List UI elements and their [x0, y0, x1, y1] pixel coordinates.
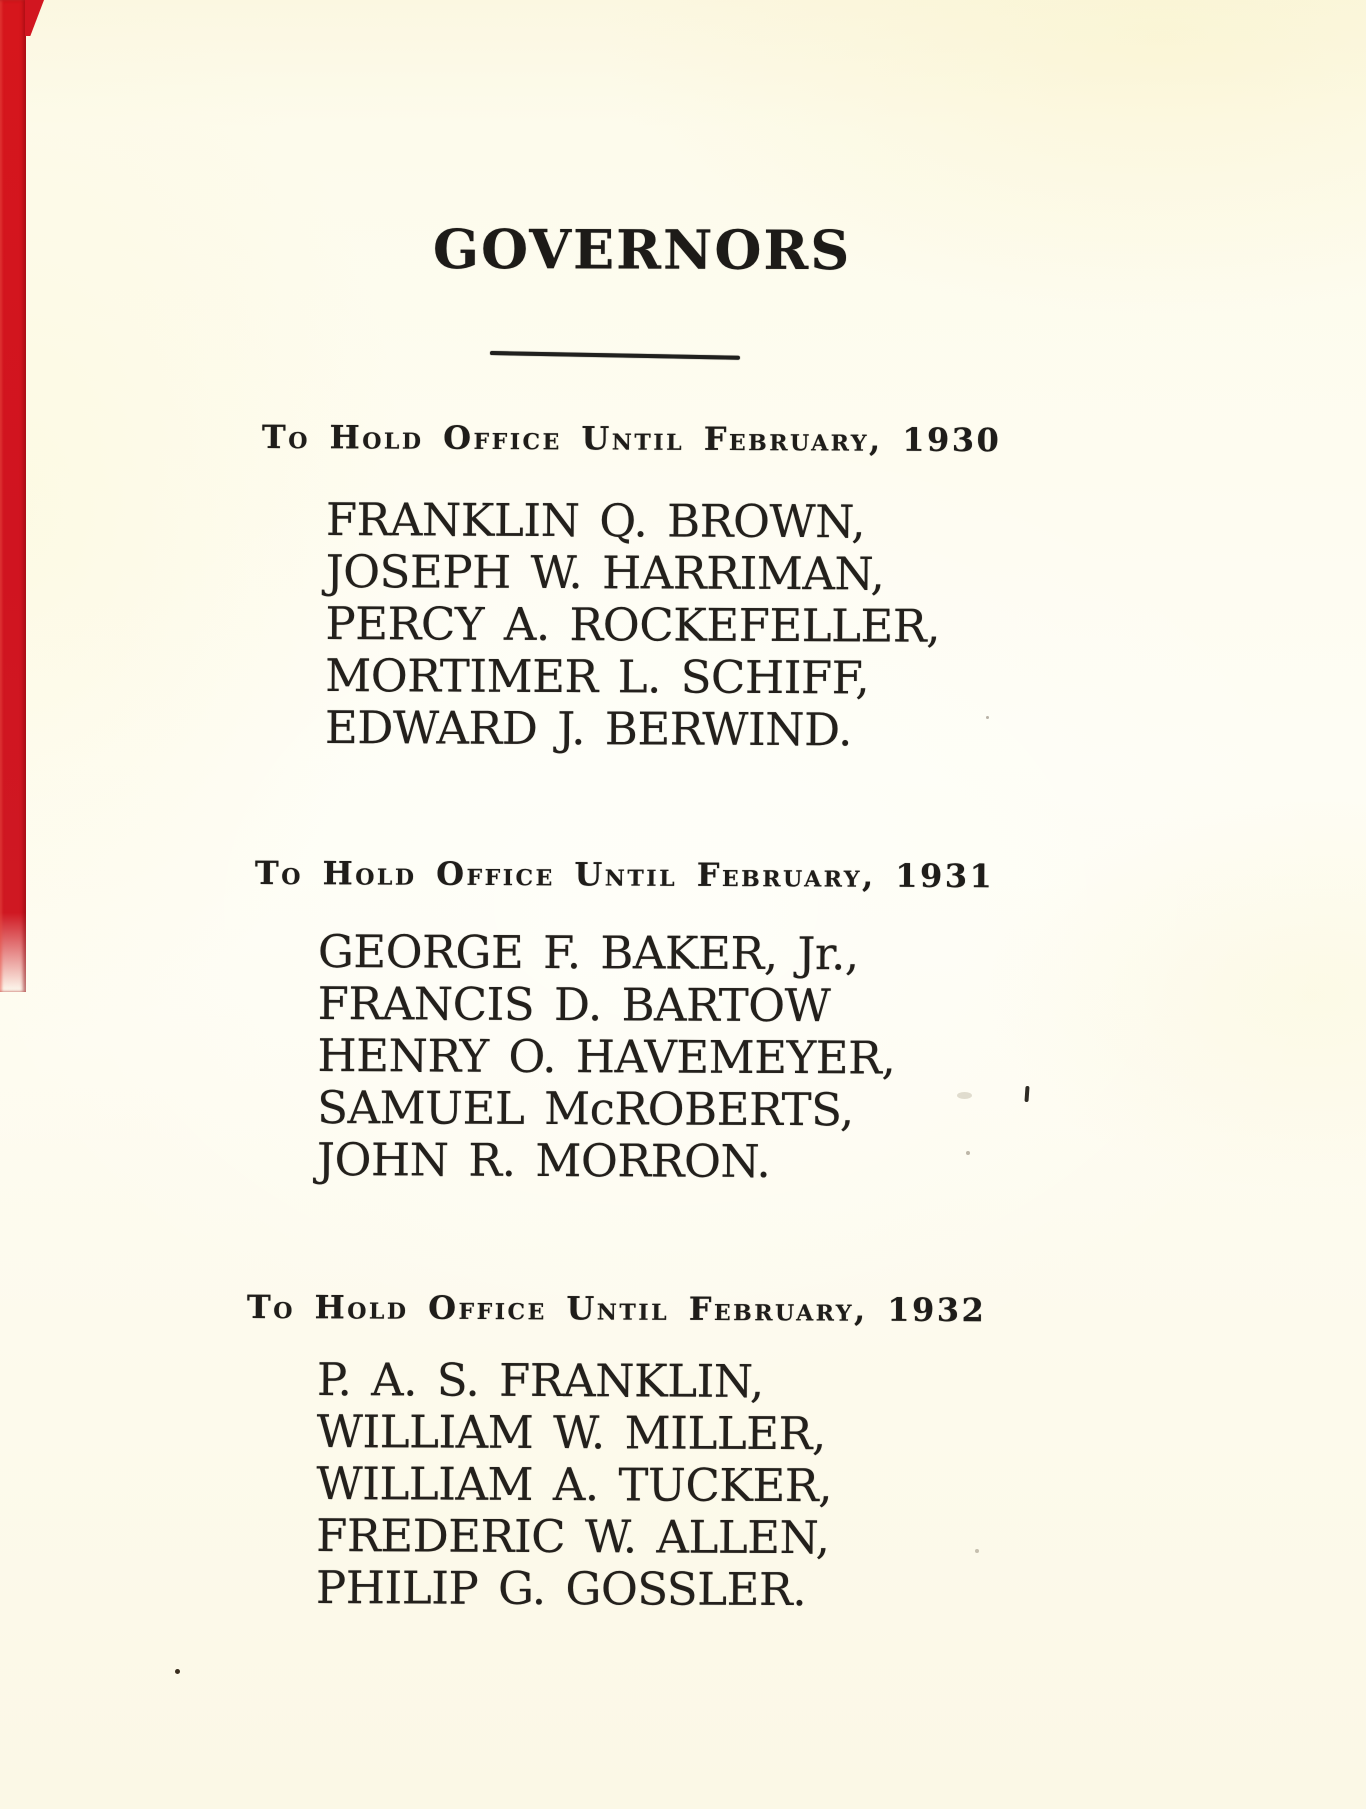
scan-speck [966, 1151, 970, 1155]
governor-name: JOHN R. MORRON. [316, 1132, 771, 1188]
governor-name: WILLIAM A. TUCKER, [316, 1456, 833, 1513]
book-edge-red-strip [0, 0, 26, 992]
section-heading-1931: To Hold Office Until February, 1931 [254, 854, 995, 896]
governor-name: MORTIMER L. SCHIFF, [325, 648, 870, 705]
title-divider-rule [490, 351, 740, 360]
governor-name: WILLIAM W. MILLER, [316, 1404, 826, 1461]
governor-name: PERCY A. ROCKEFELLER, [325, 596, 941, 653]
governor-name: GEORGE F. BAKER, Jr., [317, 925, 859, 981]
governor-name: FRANCIS D. BARTOW [317, 976, 831, 1033]
scan-speck [1024, 1086, 1029, 1102]
page-title: GOVERNORS [432, 217, 852, 283]
governor-name: HENRY O. HAVEMEYER, [317, 1028, 896, 1085]
governor-list-1930 [325, 494, 941, 757]
scan-speck [975, 1549, 979, 1553]
section-heading-1930: To Hold Office Until February, 1930 [261, 418, 1002, 460]
governor-name: FREDERIC W. ALLEN, [316, 1508, 830, 1565]
governor-name: SAMUEL McROBERTS, [317, 1080, 854, 1137]
scan-speck [986, 716, 989, 719]
governor-list-1931 [317, 926, 896, 1189]
scan-speck [175, 1669, 180, 1674]
scan-speck [957, 1092, 972, 1099]
governor-name: EDWARD J. BERWIND. [324, 700, 852, 757]
section-heading-1932: To Hold Office Until February, 1932 [246, 1288, 987, 1330]
governor-name: FRANKLIN Q. BROWN, [325, 493, 866, 549]
governor-name: JOSEPH W. HARRIMAN, [325, 544, 885, 601]
governor-name: P. A. S. FRANKLIN, [316, 1353, 764, 1408]
governor-name: PHILIP G. GOSSLER. [315, 1560, 807, 1617]
governor-list-1932 [316, 1354, 833, 1616]
